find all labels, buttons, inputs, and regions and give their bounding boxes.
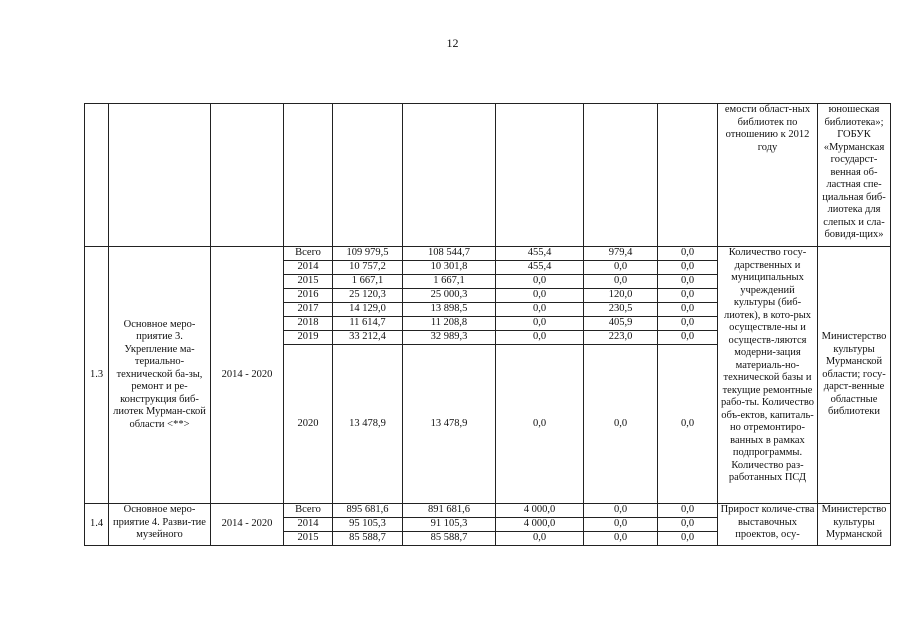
year-cell: 2014 — [284, 261, 333, 275]
cell-empty — [333, 104, 403, 247]
value-cell: 0,0 — [584, 261, 658, 275]
total-cell: 25 120,3 — [333, 289, 403, 303]
value-cell: 0,0 — [496, 532, 584, 546]
value-cell: 0,0 — [496, 317, 584, 331]
measure-name: Основное меро-приятие 3. Укрепление ма-териально-технической ба-зы, ремонт и ре-конструкция биб-лиотек Мурман-ской области <**> — [109, 247, 211, 504]
total-cell: 895 681,6 — [333, 504, 403, 518]
value-cell: 13 898,5 — [403, 303, 496, 317]
row-number: 1.4 — [85, 504, 109, 546]
value-cell: 0,0 — [658, 504, 718, 518]
value-cell: 108 544,7 — [403, 247, 496, 261]
year-cell: 2020 — [284, 345, 333, 504]
page-number: 12 — [446, 36, 459, 50]
year-cell: 2016 — [284, 289, 333, 303]
value-cell: 0,0 — [658, 345, 718, 504]
executor-cell: юношеская библиотека»; ГОБУК «Мурманская государст-венная об-ластная спе-циальная биб-лиотека для слепых и сла-бовидя-щих» — [818, 104, 891, 247]
total-cell: 33 212,4 — [333, 331, 403, 345]
year-cell: 2018 — [284, 317, 333, 331]
table-row — [85, 104, 891, 247]
row-number: 1.3 — [85, 247, 109, 504]
cell-empty — [403, 104, 496, 247]
total-cell: 14 129,0 — [333, 303, 403, 317]
value-cell: 891 681,6 — [403, 504, 496, 518]
value-cell: 10 301,8 — [403, 261, 496, 275]
value-cell: 455,4 — [496, 247, 584, 261]
cell-empty — [85, 104, 109, 247]
value-cell: 0,0 — [496, 275, 584, 289]
cell-empty — [496, 104, 584, 247]
value-cell: 91 105,3 — [403, 518, 496, 532]
value-cell: 0,0 — [496, 331, 584, 345]
value-cell: 0,0 — [584, 504, 658, 518]
value-cell: 0,0 — [496, 303, 584, 317]
value-cell: 0,0 — [584, 518, 658, 532]
value-cell: 405,9 — [584, 317, 658, 331]
total-cell: 109 979,5 — [333, 247, 403, 261]
value-cell: 223,0 — [584, 331, 658, 345]
value-cell: 120,0 — [584, 289, 658, 303]
total-cell: 11 614,7 — [333, 317, 403, 331]
year-cell: 2019 — [284, 331, 333, 345]
year-cell: Всего — [284, 247, 333, 261]
indicator-cell: емости област-ных библиотек по отношению к 2012 году — [718, 104, 818, 247]
value-cell: 0,0 — [584, 532, 658, 546]
value-cell: 11 208,8 — [403, 317, 496, 331]
value-cell: 0,0 — [658, 247, 718, 261]
cell-empty — [284, 104, 333, 247]
total-cell: 10 757,2 — [333, 261, 403, 275]
total-cell: 85 588,7 — [333, 532, 403, 546]
cell-empty — [658, 104, 718, 247]
year-cell: Всего — [284, 504, 333, 518]
value-cell: 0,0 — [658, 317, 718, 331]
value-cell: 0,0 — [658, 289, 718, 303]
value-cell: 979,4 — [584, 247, 658, 261]
cell-empty — [584, 104, 658, 247]
year-cell: 2017 — [284, 303, 333, 317]
value-cell: 0,0 — [584, 275, 658, 289]
total-cell: 1 667,1 — [333, 275, 403, 289]
program-table — [84, 103, 891, 546]
value-cell: 0,0 — [496, 289, 584, 303]
year-cell: 2015 — [284, 532, 333, 546]
total-cell: 13 478,9 — [333, 345, 403, 504]
total-cell: 95 105,3 — [333, 518, 403, 532]
cell-empty — [109, 104, 211, 247]
value-cell: 1 667,1 — [403, 275, 496, 289]
year-cell: 2014 — [284, 518, 333, 532]
year-cell: 2015 — [284, 275, 333, 289]
value-cell: 25 000,3 — [403, 289, 496, 303]
value-cell: 230,5 — [584, 303, 658, 317]
value-cell: 0,0 — [496, 345, 584, 504]
value-cell: 4 000,0 — [496, 504, 584, 518]
value-cell: 32 989,3 — [403, 331, 496, 345]
value-cell: 0,0 — [658, 331, 718, 345]
value-cell: 0,0 — [658, 532, 718, 546]
value-cell: 0,0 — [658, 303, 718, 317]
value-cell: 13 478,9 — [403, 345, 496, 504]
period-cell: 2014 - 2020 — [211, 247, 284, 504]
executor-cell: Министерство культуры Мурманской области; госу-дарст-венные областные библиотеки — [818, 247, 891, 504]
value-cell: 0,0 — [658, 275, 718, 289]
indicator-cell: Количество госу-дарственных и муниципальных учреждений культуры (биб-лиотек), в кото-рых осуществле-ны и осуществ-ляются модерни-зация материаль-но-технической базы и текущие ремонтные рабо-ты. Количество объ-ектов, капиталь-но отремонтиро-ванных в рамках подпрограммы. Количество раз-работанных ПСД — [718, 247, 818, 504]
value-cell: 0,0 — [658, 261, 718, 275]
cell-empty — [211, 104, 284, 247]
value-cell: 0,0 — [584, 345, 658, 504]
indicator-cell: Прирост количе-ства выставочных проектов, осу- — [718, 504, 818, 546]
measure-name: Основное меро-приятие 4. Разви-тие музейного — [109, 504, 211, 546]
executor-cell: Министерство культуры Мурманской — [818, 504, 891, 546]
table-row — [85, 504, 891, 518]
value-cell: 4 000,0 — [496, 518, 584, 532]
period-cell: 2014 - 2020 — [211, 504, 284, 546]
table-row — [85, 247, 891, 261]
value-cell: 85 588,7 — [403, 532, 496, 546]
value-cell: 0,0 — [658, 518, 718, 532]
value-cell: 455,4 — [496, 261, 584, 275]
